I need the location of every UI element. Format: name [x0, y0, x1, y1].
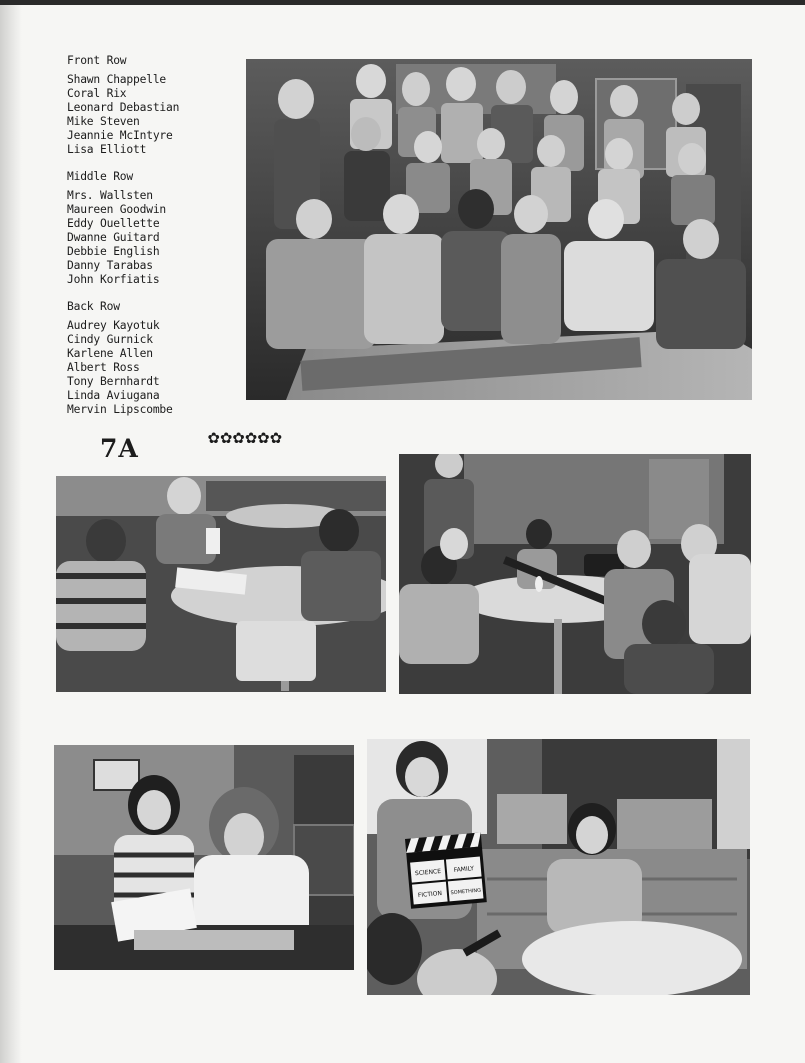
- name-entry: Albert Ross: [67, 361, 140, 374]
- name-entry: Mervin Lipscombe: [67, 403, 173, 416]
- name-entry: Karlene Allen: [67, 347, 153, 360]
- name-entry: Jeannie McIntyre: [67, 129, 173, 142]
- name-entry: Tony Bernhardt: [67, 375, 160, 388]
- teacher-desk-photo: [54, 745, 354, 970]
- classroom-tables-photo: [56, 476, 386, 692]
- name-entry: John Korfiatis: [67, 273, 160, 286]
- name-entry: Debbie English: [67, 245, 160, 258]
- name-entry: Audrey Kayotuk: [67, 319, 160, 332]
- clapperboard-photo: [367, 739, 750, 995]
- front-row-heading: Front Row: [67, 54, 127, 67]
- name-entry: Lisa Elliott: [67, 143, 147, 156]
- name-entry: Leonard Debastian: [67, 101, 180, 114]
- page-binding-edge: [0, 0, 22, 1063]
- middle-row-heading: Middle Row: [67, 170, 134, 183]
- back-row-group: [67, 300, 237, 417]
- name-caption: [67, 54, 237, 430]
- name-entry: Linda Aviugana: [67, 389, 160, 402]
- clapperboard-line-4: SOMETHING: [450, 887, 482, 897]
- name-entry: Mrs. Wallsten: [67, 189, 153, 202]
- name-entry: Danny Tarabas: [67, 259, 153, 272]
- name-entry: Mike Steven: [67, 115, 140, 128]
- name-entry: Shawn Chappelle: [67, 73, 167, 86]
- back-row-heading: Back Row: [67, 300, 120, 313]
- class-group-photo: [246, 59, 752, 400]
- page-top-edge: [0, 0, 805, 5]
- name-entry: Dwanne Guitard: [67, 231, 160, 244]
- clapperboard-line-1: SCIENCE: [414, 868, 442, 878]
- middle-row-group: [67, 170, 237, 287]
- film-crew-photo: [399, 454, 751, 694]
- name-entry: Maureen Goodwin: [67, 203, 167, 216]
- name-entry: Cindy Gurnick: [67, 333, 153, 346]
- clapperboard-line-2: FICTION: [417, 890, 443, 900]
- flower-ornament-icon: ✿✿✿✿✿✿: [208, 426, 283, 448]
- clapperboard-line-3: FAMILY: [453, 865, 475, 874]
- name-entry: Eddy Ouellette: [67, 217, 160, 230]
- class-label: 7A: [100, 434, 139, 463]
- name-entry: Coral Rix: [67, 87, 127, 100]
- front-row-group: [67, 54, 237, 157]
